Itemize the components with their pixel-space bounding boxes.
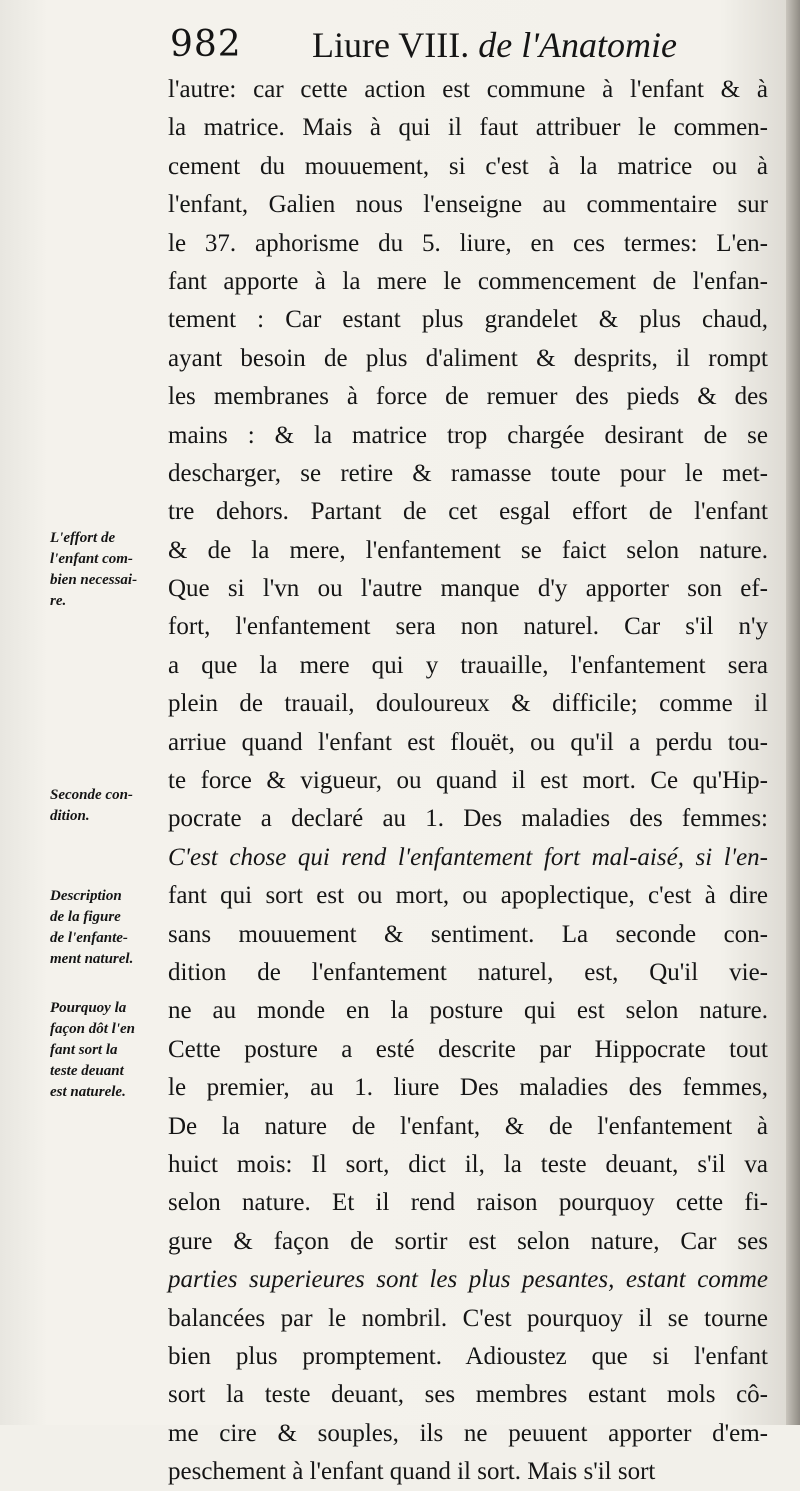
- text-line: peschement à l'enfant quand il sort. Mais s'il sort: [168, 1458, 656, 1486]
- text-line: bien plus promptement. Adioustez que si l'enfant: [168, 1342, 768, 1370]
- text-line: descharger, se retire & ramasse toute pour le met-: [168, 459, 768, 487]
- text-line: Que si l'vn ou l'autre manque d'y apporter son ef-: [168, 575, 768, 603]
- margin-note-line: de l'enfante-: [50, 930, 128, 946]
- text-line: balancées par le nombril. C'est pourquoy il se tourne: [168, 1304, 768, 1332]
- italic-text-line: parties superieures sont les plus pesantes, estant comme: [168, 1266, 768, 1294]
- margin-note-line: dition.: [50, 808, 90, 824]
- text-line: fort, l'enfantement sera non naturel. Car s'il n'y: [168, 613, 768, 641]
- margin-note-line: Pourquoy la: [50, 1000, 127, 1016]
- text-line: [168, 839, 768, 877]
- margin-note-line: L'effort de: [50, 530, 116, 546]
- margin-note-description: [50, 886, 168, 970]
- text-line: l'autre: car cette action est commune à l'enfant & à: [168, 76, 768, 103]
- text-line: selon nature. Et il rend raison pourquoy cette fi-: [168, 1189, 768, 1217]
- text-line: plein de trauail, douloureux & difficile; comme il: [168, 690, 768, 718]
- text-line: a que la mere qui y trauaille, l'enfantement sera: [168, 651, 768, 679]
- text-line: dition de l'enfantement naturel, est, Qu'il vie-: [168, 958, 768, 986]
- text-line: te force & vigueur, ou quand il est mort. Ce qu'Hip-: [168, 767, 768, 795]
- italic-text-line: C'est chose qui rend l'enfantement fort mal-aisé, si l'en-: [168, 843, 768, 871]
- text-line: fant qui sort est ou mort, ou apoplectique, c'est à dire: [168, 882, 768, 910]
- text-line: [168, 1261, 768, 1299]
- margin-note-line: re.: [50, 593, 67, 609]
- margin-note-line: de la figure: [50, 909, 121, 925]
- margin-note-line: teste deuant: [50, 1063, 124, 1079]
- text-line: huict mois: Il sort, dict il, la teste deuant, s'il va: [168, 1150, 768, 1178]
- text-line: sans mouuement & sentiment. La seconde con-: [168, 920, 768, 948]
- margin-note-effort: [50, 528, 168, 612]
- text-line: arriue quand l'enfant est flouët, ou qu'il a perdu tou-: [168, 728, 768, 756]
- text-line: De la nature de l'enfant, & de l'enfantement à: [168, 1112, 768, 1140]
- margin-note-pourquoy: [50, 998, 168, 1103]
- page-number: 982: [170, 24, 242, 65]
- text-line: tre dehors. Partant de cet esgal effort de l'enfant: [168, 498, 768, 526]
- text-line: l'enfant, Galien nous l'enseigne au commentaire sur: [168, 191, 768, 219]
- text-line: Cette posture a esté descrite par Hippocrate tout: [168, 1035, 768, 1063]
- margin-note-line: Description: [50, 888, 122, 904]
- text-line: & de la mere, l'enfantement se faict selon nature.: [168, 536, 768, 564]
- text-line: mains : & la matrice trop chargée desirant de se: [168, 421, 768, 449]
- running-title-italic: de l'Anatomie: [478, 25, 677, 65]
- margin-note-seconde-condition: [50, 785, 168, 827]
- text-line: tement : Car estant plus grandelet & plus chaud,: [168, 306, 768, 334]
- text-line: ayant besoin de plus d'aliment & desprits, il rompt: [168, 344, 768, 372]
- text-line: sort la teste deuant, ses membres estant mols cô-: [168, 1381, 768, 1409]
- body-text: [168, 71, 768, 1491]
- text-line: le premier, au 1. liure Des maladies des femmes,: [168, 1074, 768, 1102]
- margin-note-line: façon dôt l'en: [50, 1021, 135, 1037]
- margin-note-line: est naturele.: [50, 1084, 126, 1100]
- text-line: pocrate a declaré au 1. Des maladies des femmes:: [168, 805, 768, 833]
- margin-note-line: Seconde con-: [50, 787, 133, 803]
- page-edge-shadow: [786, 0, 800, 1425]
- margin-note-line: ment naturel.: [50, 951, 134, 967]
- running-title-roman: Liure VIII.: [312, 25, 470, 65]
- text-line: la matrice. Mais à qui il faut attribuer le commen-: [168, 114, 768, 142]
- text-line: fant apporte à la mere le commencement de l'enfan-: [168, 267, 768, 295]
- running-title: [312, 24, 677, 66]
- text-line: gure & façon de sortir est selon nature, Car ses: [168, 1227, 768, 1255]
- text-line: ne au monde en la posture qui est selon nature.: [168, 997, 768, 1025]
- text-line: cement du mouuement, si c'est à la matrice ou à: [168, 152, 768, 180]
- text-line: les membranes à force de remuer des pieds & des: [168, 383, 768, 411]
- margin-note-line: l'enfant com-: [50, 551, 133, 567]
- page-header: [168, 18, 788, 68]
- margin-note-line: bien necessai-: [50, 572, 138, 588]
- text-line: me cire & souples, ils ne peuuent apporter d'em-: [168, 1419, 768, 1447]
- margin-note-line: fant sort la: [50, 1042, 118, 1058]
- text-line: le 37. aphorisme du 5. liure, en ces termes: L'en-: [168, 229, 768, 257]
